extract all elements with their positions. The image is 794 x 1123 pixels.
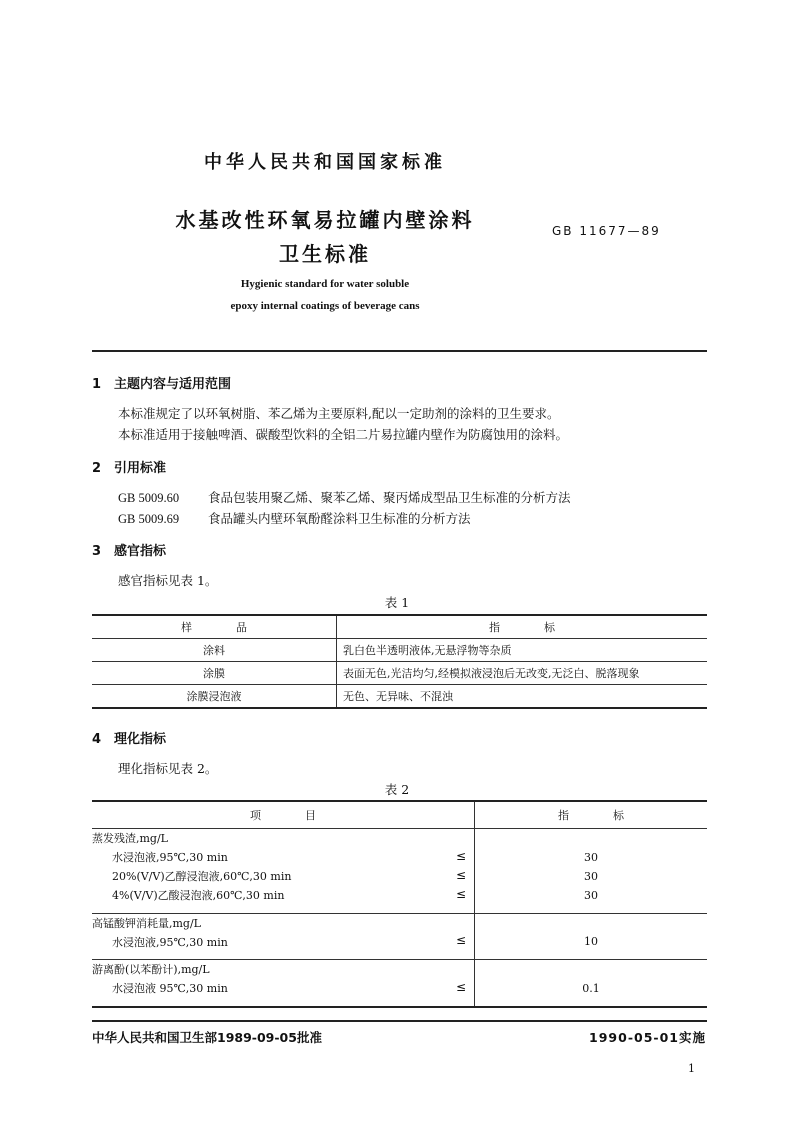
section-title: 引用标准 [114, 461, 167, 476]
section-number: 4 [92, 732, 102, 747]
table-row [92, 979, 707, 998]
item-name: 水浸泡液,95℃,30 min [112, 851, 228, 864]
value-cell [475, 960, 708, 979]
section-title: 感官指标 [114, 544, 167, 559]
approval-text: 中华人民共和国卫生部1989-09-05批准 [92, 1030, 322, 1045]
section-4-paragraph: 理化指标见表 2。 [118, 761, 218, 776]
section-number: 3 [92, 544, 102, 559]
document-title-line2: 卫生标准 [279, 242, 371, 266]
implementation-date: 1990-05-01实施 [589, 1030, 706, 1045]
header-divider [92, 350, 707, 352]
table-row [92, 867, 707, 886]
value-cell [475, 829, 708, 848]
item-name: 水浸泡液,95℃,30 min [112, 935, 228, 949]
less-equal-symbol: ≤ [455, 979, 466, 994]
table-header-row [92, 801, 707, 829]
table-row [92, 662, 707, 685]
value-cell: 10 [584, 935, 598, 948]
group-label: 游离酚(以苯酚计),mg/L [92, 960, 475, 979]
section-number: 1 [92, 377, 102, 392]
english-title-line2: epoxy internal coatings of beverage cans [230, 300, 420, 312]
group-label: 蒸发残渣,mg/L [92, 829, 475, 848]
table-2-caption: 表 2 [384, 782, 410, 797]
indicator-cell: 乳白色半透明液体,无悬浮物等杂质 [337, 639, 708, 662]
section-1-heading [92, 373, 231, 392]
country-standard-heading: 中华人民共和国国家标准 [204, 152, 446, 173]
table-group-label-row [92, 829, 707, 848]
value-cell: 30 [584, 850, 598, 864]
section-1-paragraph-2: 本标准适用于接触啤酒、碳酸型饮料的全铝二片易拉罐内壁作为防腐蚀用的涂料。 [118, 427, 569, 442]
section-4-heading [92, 728, 166, 747]
indicator-cell: 无色、无异味、不混浊 [337, 685, 708, 709]
less-equal-symbol: ≤ [455, 867, 466, 882]
group-spacer-row [92, 951, 707, 960]
item-name-cell [92, 867, 475, 886]
section-title: 理化指标 [114, 732, 167, 747]
value-cell: 30 [584, 869, 598, 883]
item-name-cell [92, 886, 475, 905]
section-1-paragraph-1: 本标准规定了以环氧树脂、苯乙烯为主要原料,配以一定助剂的涂料的卫生要求。 [118, 406, 560, 421]
sample-cell: 涂膜 [92, 662, 337, 685]
less-equal-symbol: ≤ [455, 848, 466, 863]
standard-number: GB 11677—89 [552, 224, 661, 238]
item-name-cell [92, 848, 475, 867]
sample-cell: 涂膜浸泡液 [92, 685, 337, 709]
table-2 [92, 800, 707, 1008]
group-spacer-row [92, 998, 707, 1007]
table-header-cell: 指 标 [337, 615, 708, 639]
section-2-heading [92, 457, 166, 476]
table-1-caption: 表 1 [384, 595, 410, 610]
sample-cell: 涂料 [92, 639, 337, 662]
item-name-cell [92, 979, 475, 998]
page-number: 1 [688, 1062, 695, 1075]
item-name: 4%(V/V)乙酸浸泡液,60℃,30 min [112, 889, 285, 902]
reference-code: GB 5009.60 [118, 491, 180, 505]
table-row [92, 848, 707, 867]
reference-title: 食品包装用聚乙烯、聚苯乙烯、聚丙烯成型品卫生标准的分析方法 [208, 490, 571, 505]
reference-code: GB 5009.69 [118, 512, 180, 526]
value-cell: 30 [584, 888, 598, 902]
less-equal-symbol: ≤ [455, 933, 466, 947]
group-spacer-row [92, 905, 707, 914]
value-cell [475, 913, 708, 932]
value-cell: 0.1 [582, 981, 600, 995]
table-row [92, 932, 707, 951]
table-row [92, 639, 707, 662]
table-header-row [92, 615, 707, 639]
table-header-cell: 项 目 [92, 801, 475, 829]
english-title-line1: Hygienic standard for water soluble [240, 278, 410, 290]
indicator-cell: 表面无色,光洁均匀,经模拟液浸泡后无改变,无泛白、脱落现象 [337, 662, 708, 685]
section-3-paragraph: 感官指标见表 1。 [118, 573, 218, 588]
less-equal-symbol: ≤ [455, 886, 466, 901]
group-label: 高锰酸钾消耗量,mg/L [92, 913, 475, 932]
reference-item [118, 509, 471, 527]
table-group-label-row [92, 913, 707, 932]
item-name: 20%(V/V)乙醇浸泡液,60℃,30 min [112, 870, 292, 883]
reference-title: 食品罐头内壁环氧酚醛涂料卫生标准的分析方法 [208, 511, 471, 526]
section-3-heading [92, 540, 166, 559]
table-group-label-row [92, 960, 707, 979]
item-name-cell [92, 932, 475, 951]
table-row [92, 886, 707, 905]
table-row [92, 685, 707, 709]
reference-item [118, 488, 571, 506]
table-1 [92, 614, 707, 709]
footer-divider [92, 1020, 707, 1022]
document-title-line1: 水基改性环氧易拉罐内壁涂料 [175, 208, 475, 232]
section-title: 主题内容与适用范围 [114, 377, 232, 392]
table-header-cell: 指 标 [475, 801, 708, 829]
item-name: 水浸泡液 95℃,30 min [112, 982, 228, 995]
table-header-cell: 样 品 [92, 615, 337, 639]
section-number: 2 [92, 461, 102, 476]
